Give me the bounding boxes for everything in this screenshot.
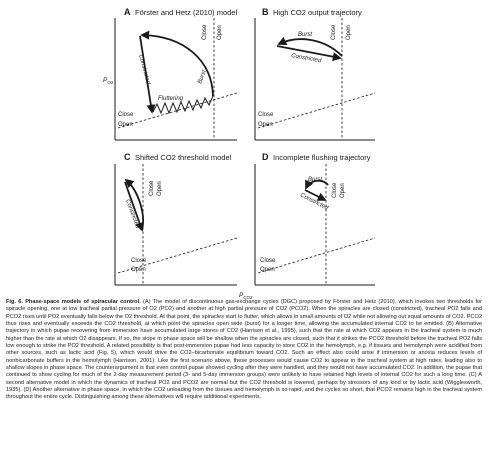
panel-c-close-top: Close bbox=[149, 180, 155, 196]
panel-a-close-bottom: Close bbox=[118, 112, 134, 118]
panel-d-close-top: Close bbox=[332, 182, 338, 198]
panel-d bbox=[255, 152, 375, 285]
panel-b bbox=[255, 7, 375, 140]
panel-d-burst-label: Burst bbox=[308, 177, 323, 183]
panel-c-letter: C bbox=[124, 152, 131, 162]
panel-a-y-label: $P_{O2}$ bbox=[103, 77, 114, 85]
panel-b-constricted-label: Constricted bbox=[290, 53, 322, 65]
panel-d-title: Incomplete flushing trajectory bbox=[273, 153, 371, 162]
panel-b-close-top: Close bbox=[331, 24, 337, 40]
panel-a bbox=[103, 7, 237, 140]
panel-c-open-top: Open bbox=[157, 181, 163, 196]
panel-c bbox=[115, 152, 237, 285]
panel-a-letter: A bbox=[124, 7, 131, 17]
x-axis-label: $P_{CO2}$ bbox=[239, 292, 253, 300]
panel-c-close-bottom: Close bbox=[131, 258, 147, 264]
panel-b-o2-threshold bbox=[258, 93, 375, 128]
panel-b-close-bottom: Close bbox=[258, 112, 274, 118]
panel-b-title: High CO2 output trajectory bbox=[273, 8, 362, 17]
panel-a-constricted-label: Constricted bbox=[137, 53, 151, 85]
panel-a-open-bottom: Open bbox=[118, 122, 133, 128]
panel-b-open-top: Open bbox=[346, 25, 352, 40]
panel-b-letter: B bbox=[262, 7, 269, 17]
panel-a-burst-arrow bbox=[142, 35, 213, 96]
panel-d-o2-threshold bbox=[258, 238, 375, 273]
panel-d-open-bottom: Open bbox=[260, 267, 275, 273]
panel-a-title: Förster and Hetz (2010) model bbox=[135, 8, 238, 17]
panel-a-close-top: Close bbox=[202, 24, 208, 40]
panel-b-open-bottom: Open bbox=[258, 122, 273, 128]
panel-d-open-top: Open bbox=[340, 183, 346, 198]
panel-c-open-bottom: Open bbox=[131, 267, 146, 273]
caption-body: (A) The model of discontinuous gas-exchange cycles (DGC) proposed by Förster and Hetz (2010), which invokes two thresholds for spiracle opening, one at low tracheal partial pressure of O2 (PO2) and another at high partial pressure of CO2 (PCO2). When the spiracles are closed (constricted), tracheal PO2 falls and PCO2 rises until PO2 eventually falls below the O2 threshold. At that point, the spiracles start to flutter, which allows in small amounts of O2 while not allowing out equal amounts of CO2. PCO2 thus rises and eventually exceeds the CO2 threshold, at which point the spiracles open wide (burst) for a longer time, allowing the accumulated internal CO2 to be emitted. (B) Alternative trajectory in which pupae recovering from immersion have accumulated large stores of CO2 (Harrison et al., 1995), such that the rate at which CO2 appears in the tracheal system is much higher than the rate at which O2 disappears. If so, the slope in phase space will be shallow when the spiracles are closed, such that it strikes the PCO2 threshold before the tracheal PO2 falls low enough to strike the PO2 threshold. A related possibility is that post-immersion pupae had less capacity to store CO2 in the hemolymph, e.g. if tissues and hemolymph were acidified from other sources, such as lactic acid (Fig. 5), which would drive the CO2–bicarbonate equilibrium toward CO2. Such an effect also could arise if immersion or anoxia reduces levels of nonbicarbonate buffers in the hemolymph (Harrison, 2001). Like the first scenario above, these processes would cause CO2 to appear in the tracheal system at high rates, leading also to shallow slopes in phase space. The counterargument is that even control pupae showed cycling after they were handled, and they would not have accumulated CO2. In addition, the pupae that continued to show cycling for much of the 2-day measurement period (3- and 5-day immersion groups) were unlikely to have retained high levels of internal CO2 for such a long time. (C) A second alternative model in which the dynamics of tracheal PO2 and PCO2 are normal but the CO2 threshold is lowered, perhaps by stressors of any kind or by lactic acid (Wigglesworth, 1935). (D) Another alternative in phase space, in which the CO2 unloading from the tissues and hemolymph is so rapid, and the cycles so short, that PCO2 remains high in the tracheal system throughout the entire cycle. Distinguishing among these alternatives will require additional experiments. bbox=[6, 299, 482, 401]
panel-c-title: Shifted CO2 threshold model bbox=[135, 153, 232, 162]
panel-a-open-top: Open bbox=[217, 25, 223, 40]
panel-d-constricted-label: Constricted bbox=[299, 192, 329, 212]
figure-caption bbox=[6, 299, 482, 402]
caption-figure-label: Fig. 6. Phase-space models of spiracular control. bbox=[6, 299, 141, 305]
panel-a-fluttering-label: Fluttering bbox=[158, 96, 184, 102]
panel-a-burst-label: Burst bbox=[197, 69, 208, 85]
panel-d-letter: D bbox=[262, 152, 269, 162]
panel-c-constricted-label: Constricted bbox=[124, 198, 141, 230]
panel-b-burst-label: Burst bbox=[298, 32, 313, 38]
panel-d-close-bottom: Close bbox=[260, 258, 276, 264]
